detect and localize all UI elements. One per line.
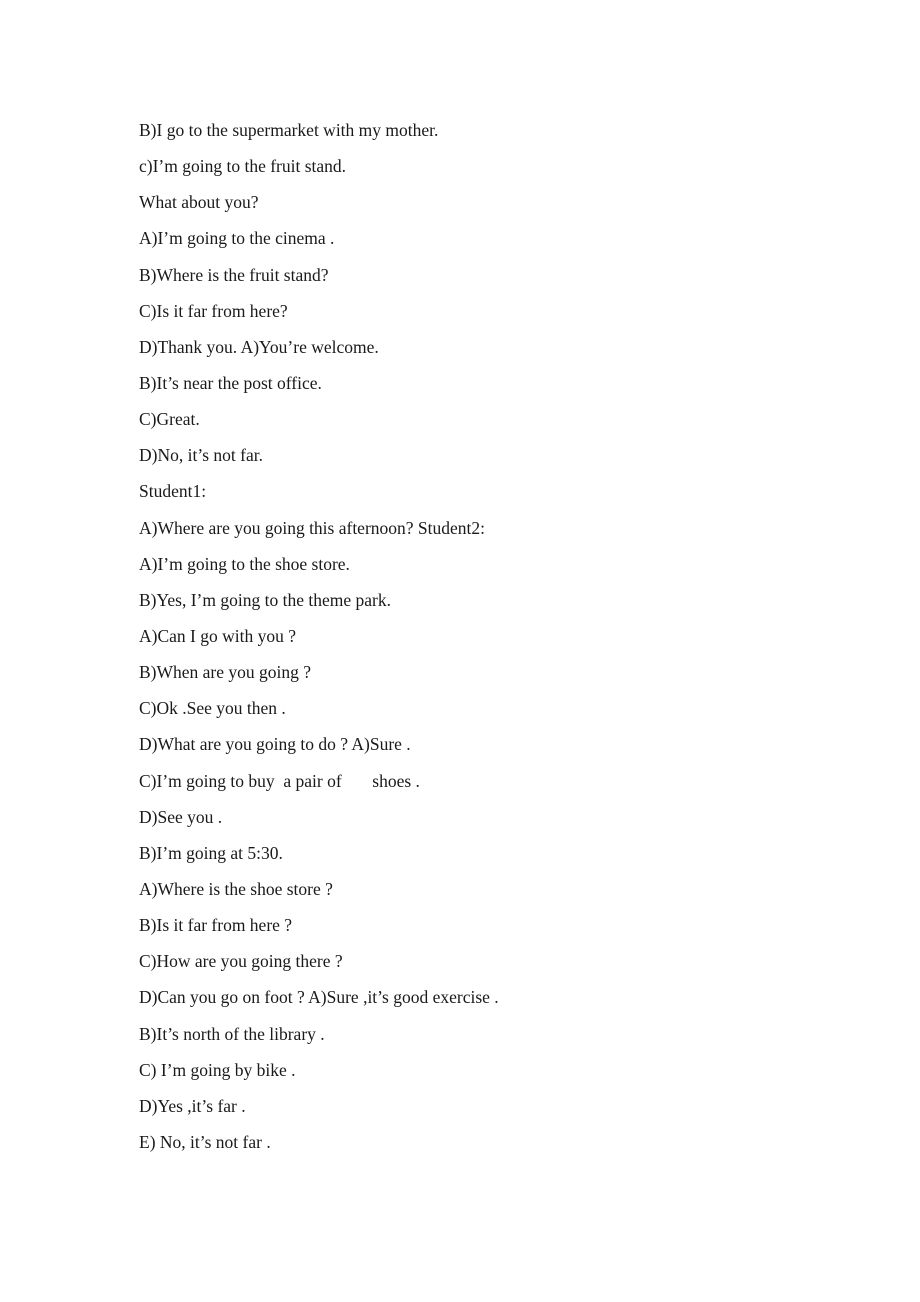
text-line: D)Thank you. A)You’re welcome. [139, 336, 379, 357]
text-line: A)I’m going to the cinema . [139, 228, 335, 249]
text-line: B)Yes, I’m going to the theme park. [139, 589, 391, 610]
text-line: A)Can I go with you ? [139, 625, 296, 646]
text-line: C)Ok .See you then . [139, 698, 286, 719]
text-line: B)Is it far from here ? [139, 915, 293, 936]
text-line: B)When are you going ? [139, 662, 312, 683]
text-line: D)What are you going to do ? A)Sure . [139, 734, 411, 755]
text-line: A)I’m going to the shoe store. [139, 553, 350, 574]
text-line: B)It’s near the post office. [139, 372, 322, 393]
text-line: D)Can you go on foot ? A)Sure ,it’s good exercise . [139, 987, 499, 1008]
text-line: D)See you . [139, 806, 223, 827]
text-line: Student1: [139, 481, 207, 502]
text-line: A)Where are you going this afternoon? Student2: [139, 517, 486, 538]
text-line: C)I’m going to buy a pair of shoes . [139, 770, 420, 791]
text-line: What about you? [139, 192, 259, 213]
text-line: E) No, it’s not far . [139, 1131, 271, 1152]
text-line: A)Where is the shoe store ? [139, 878, 333, 899]
text-line: C)How are you going there ? [139, 951, 343, 972]
text-line: B)It’s north of the library . [139, 1023, 325, 1044]
text-line: D)No, it’s not far. [139, 445, 263, 466]
text-line: B)I’m going at 5:30. [139, 842, 283, 863]
text-line: c)I’m going to the fruit stand. [139, 156, 347, 177]
text-line: D)Yes ,it’s far . [139, 1095, 246, 1116]
text-line: B)I go to the supermarket with my mother. [139, 120, 439, 140]
text-line: C)Is it far from here? [139, 300, 288, 321]
text-line: C) I’m going by bike . [139, 1059, 296, 1080]
text-line: C)Great. [139, 409, 200, 430]
text-line: B)Where is the fruit stand? [139, 264, 329, 285]
document-body [139, 118, 499, 1166]
